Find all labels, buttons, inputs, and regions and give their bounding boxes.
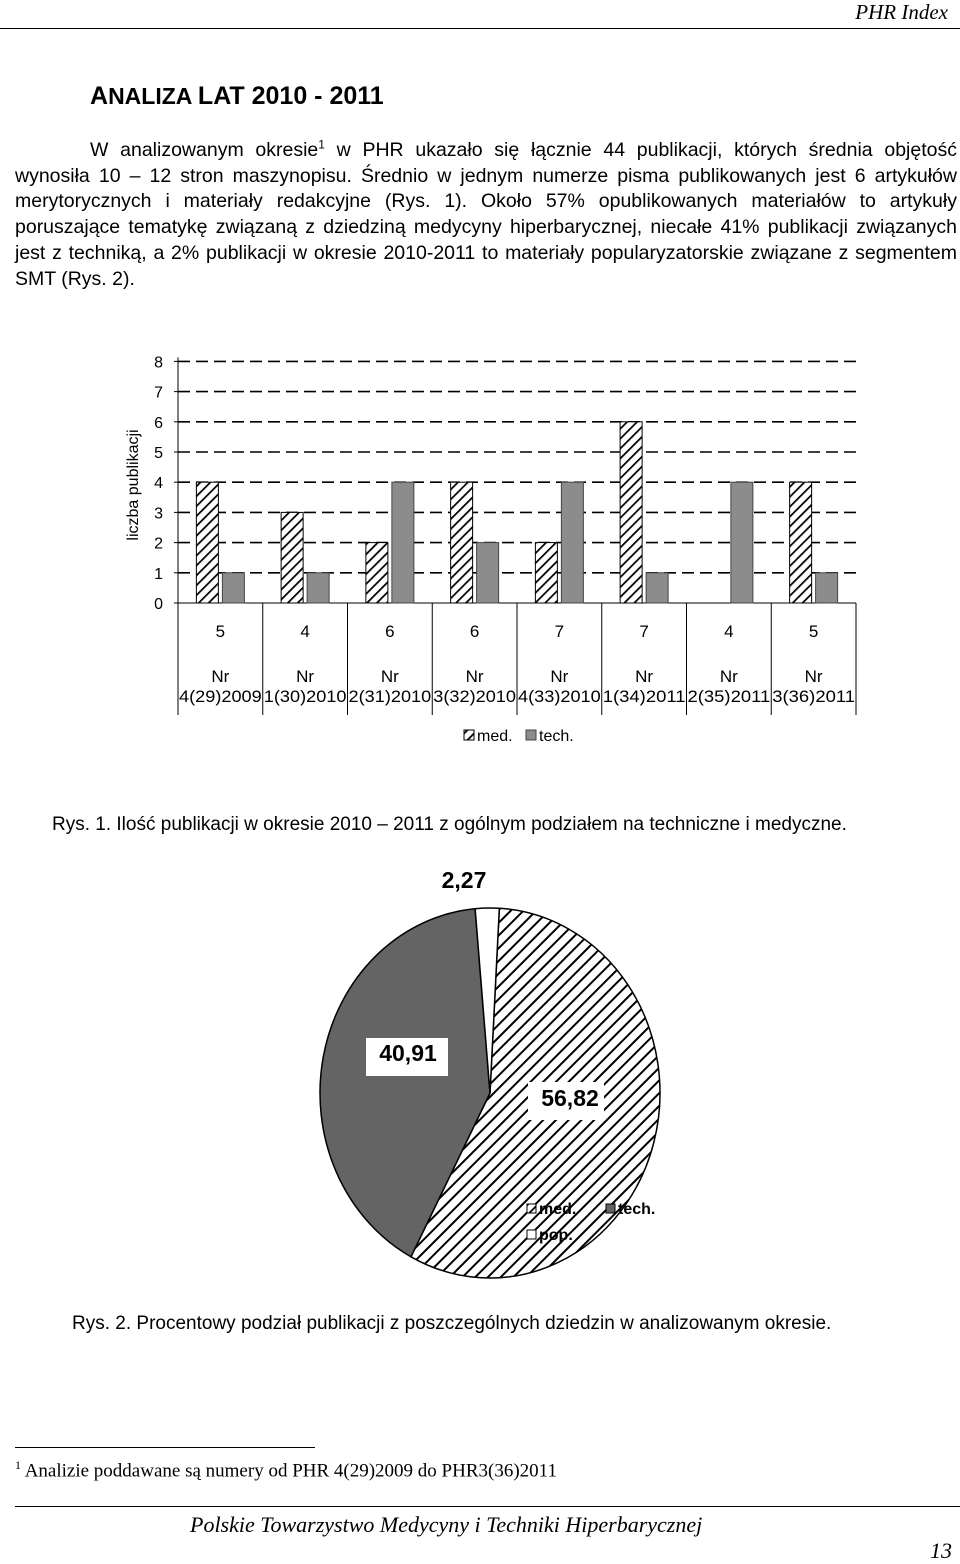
category-label-line2: 2(31)2010: [348, 687, 432, 706]
legend-swatch-med: [527, 1204, 536, 1213]
footnote-rule: [15, 1447, 315, 1448]
section-title: [90, 82, 384, 111]
y-tick-label: 0: [154, 596, 163, 613]
y-tick-label: 6: [154, 414, 163, 432]
bar-tech: [307, 573, 329, 603]
title-rest-2: 2010 - 2011: [244, 82, 384, 110]
category-total: 6: [469, 622, 480, 641]
title-rest-1: NALIZA: [108, 83, 198, 109]
intro-text: [15, 138, 957, 292]
legend-label-pop: pop.: [539, 1227, 573, 1244]
y-tick-label: 5: [154, 445, 163, 462]
bar-tech: [392, 482, 414, 603]
legend-swatch-pop: [527, 1230, 536, 1239]
category-label-line1: Nr: [465, 667, 484, 686]
legend-label-tech: tech.: [539, 728, 574, 745]
bar-med: [281, 512, 303, 603]
category-label-line1: Nr: [550, 667, 569, 686]
bar-tech: [561, 482, 583, 603]
footer-rule: [15, 1506, 960, 1507]
category-label-line1: Nr: [211, 667, 230, 686]
bar-med: [196, 482, 218, 603]
bar-med: [366, 543, 388, 603]
category-total: 5: [215, 622, 226, 641]
figure-1-caption: Rys. 1. Ilość publikacji w okresie 2010 – 2011 z ogólnym podziałem na techniczne i medyczne.: [52, 814, 847, 835]
category-label-line2: 4(29)2009: [179, 687, 262, 706]
bar-med: [790, 482, 812, 603]
legend-label-tech: tech.: [618, 1201, 656, 1218]
pie-label-med: 56,82: [541, 1085, 599, 1111]
legend-swatch-med: [464, 730, 474, 740]
figure-2-caption: Rys. 2. Procentowy podział publikacji z poszczególnych dziedzin w analizowanym okresie.: [72, 1313, 832, 1334]
category-label-line2: 2(35)2011: [687, 687, 771, 706]
footnote-mark: 1: [15, 1458, 21, 1472]
bar-tech: [731, 482, 753, 603]
y-tick-label: 1: [154, 565, 163, 583]
intro-part-1: W analizowanym okresie: [90, 139, 319, 161]
category-total: 4: [724, 622, 734, 641]
category-total: 6: [385, 622, 395, 641]
category-label-line1: Nr: [804, 667, 823, 686]
bar-med: [535, 543, 557, 603]
footer-organization: Polskie Towarzystwo Medycyny i Techniki Hiperbarycznej: [190, 1512, 703, 1537]
legend-label-med: med.: [539, 1201, 577, 1218]
pie-label-pop: 2,27: [441, 867, 487, 893]
y-axis-label: liczba publikacji: [125, 429, 142, 541]
bar-tech: [816, 573, 838, 603]
category-label-line2: 1(30)2010: [263, 687, 347, 706]
legend-swatch-tech: [606, 1204, 615, 1213]
page-header: [0, 0, 960, 29]
category-label-line1: Nr: [380, 667, 399, 686]
title-cap-2: LAT: [197, 82, 245, 110]
category-label-line1: Nr: [635, 667, 654, 686]
running-title: PHR Index: [855, 0, 948, 24]
y-tick-label: 7: [154, 384, 163, 402]
category-label-line1: Nr: [296, 667, 315, 686]
pie-label-tech: 40,91: [379, 1040, 437, 1066]
bar-tech: [222, 573, 244, 603]
footnote-ref: 1: [318, 137, 325, 152]
bar-med: [451, 482, 473, 603]
bar-tech: [646, 573, 668, 603]
category-total: 4: [300, 622, 310, 641]
footnote-text: Analizie poddawane są numery od PHR 4(29)2009 do PHR3(36)2011: [21, 1460, 557, 1482]
bar-chart: [0, 345, 960, 805]
category-total: 7: [639, 622, 649, 641]
page-number: 13: [930, 1538, 952, 1563]
legend-label-med: med.: [477, 728, 513, 745]
intro-part-2: w PHR ukazało się łącznie 44 publikacji, których średnia objętość wynosiła 10 – 12 stron maszynopisu. Średnio w jednym numerze pisma publikowanych jest 6 artykułów merytorycznych i materiały redakcyjne (Rys. 1). Około 57% opublikowanych materiałów to artykuły poruszające tematykę związaną z dziedziną medycyny hiperbarycznej, niecałe 41% publikacji związanych jest z techniką, a 2% publikacji w okresie 2010-2011 to materiały popularyzatorskie związane z segmentem SMT (Rys. 2).: [15, 139, 957, 290]
category-label-line2: 3(32)2010: [433, 687, 516, 706]
category-total: 7: [554, 622, 565, 641]
y-tick-label: 8: [154, 354, 163, 372]
category-total: 5: [808, 622, 819, 641]
y-tick-label: 4: [154, 475, 163, 493]
footnote: [15, 1458, 557, 1482]
title-cap-1: A: [90, 82, 109, 110]
y-tick-label: 3: [154, 505, 163, 523]
category-label-line2: 1(34)2011: [602, 687, 686, 706]
bar-med: [620, 422, 642, 603]
legend-swatch-tech: [526, 730, 536, 740]
y-tick-label: 2: [154, 535, 163, 553]
bar-tech: [477, 543, 499, 603]
category-label-line2: 3(36)2011: [772, 687, 855, 706]
category-label-line1: Nr: [719, 667, 738, 686]
intro-paragraph: [15, 138, 957, 292]
category-label-line2: 4(33)2010: [518, 687, 601, 706]
pie-chart: [0, 860, 960, 1300]
